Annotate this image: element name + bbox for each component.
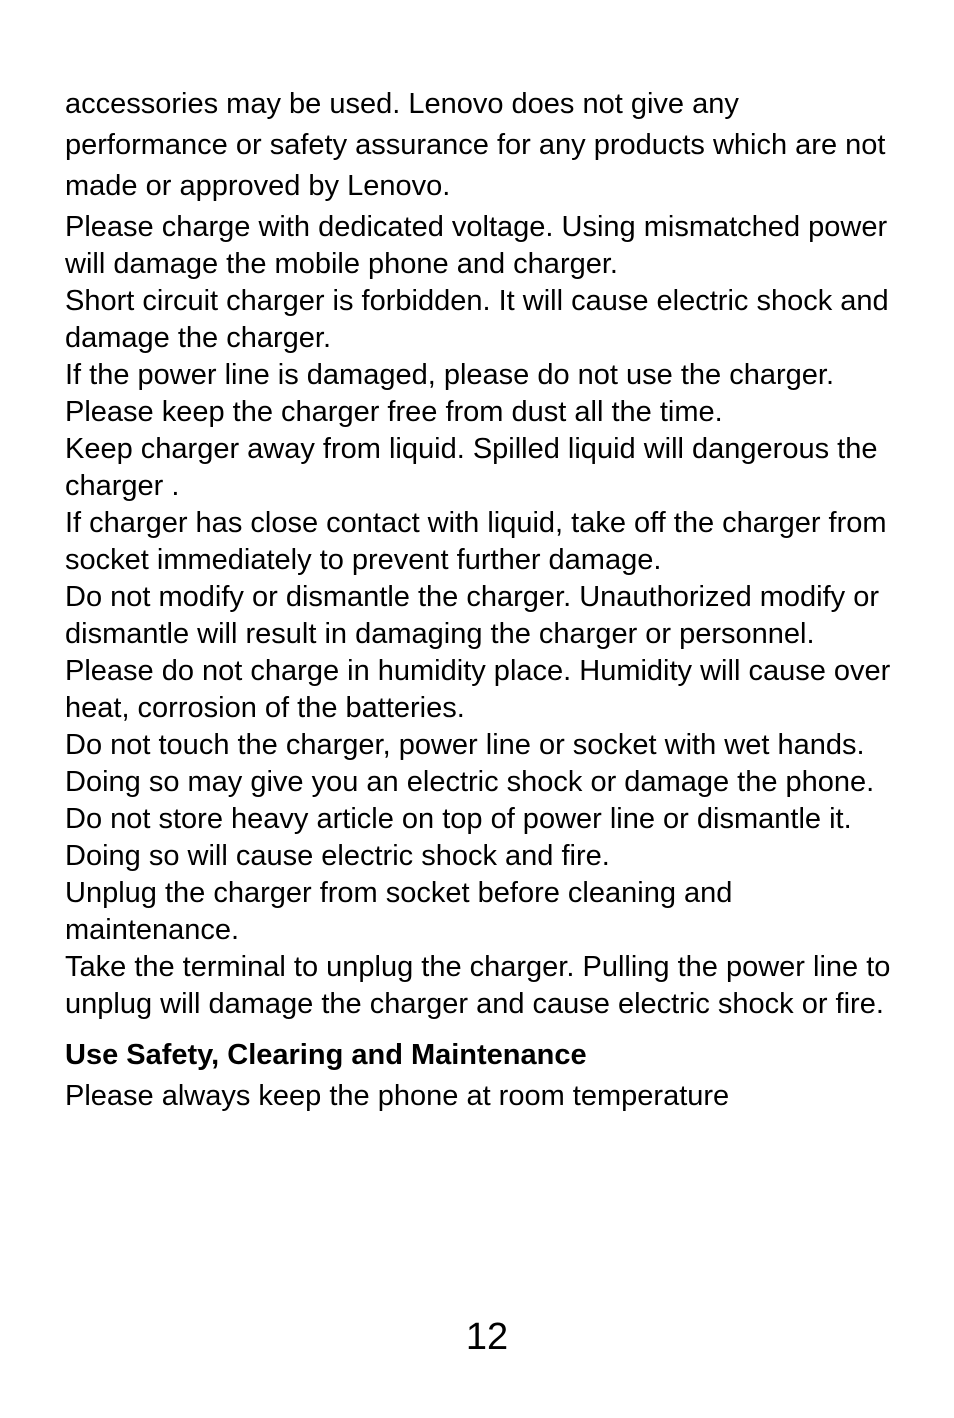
rule-paragraph: Please charge with dedicated voltage. Using mismatched power will damage the mobile phone and charger.: [65, 211, 888, 280]
rule-paragraph: Please do not charge in humidity place. Humidity will cause over heat, corrosion of the batteries.: [65, 655, 891, 724]
section-body: Please always keep the phone at room temperature: [65, 1080, 730, 1112]
rule-paragraph: Take the terminal to unplug the charger. Pulling the power line to unplug will damage the charger and cause electric shock or fire.: [65, 951, 891, 1020]
rule-paragraph: Do not modify or dismantle the charger. Unauthorized modify or dismantle will result in damaging the charger or personnel.: [65, 581, 880, 650]
rule-paragraph: If the power line is damaged, please do not use the charger.: [65, 359, 834, 391]
rule-paragraph: Do not touch the charger, power line or socket with wet hands. Doing so may give you an electric shock or damage the phone.: [65, 729, 875, 798]
intro-paragraph: accessories may be used. Lenovo does not give any performance or safety assurance for any products which are not made or approved by Lenovo.: [65, 88, 886, 202]
intro-block: [65, 84, 905, 207]
rule-paragraph: Short circuit charger is forbidden. It will cause electric shock and damage the charger.: [65, 285, 889, 354]
rule-paragraph: Unplug the charger from socket before cleaning and maintenance.: [65, 877, 733, 946]
page-content: [65, 84, 905, 1117]
section-heading: Use Safety, Clearing and Maintenance: [65, 1039, 587, 1071]
charger-safety-rules: [65, 209, 905, 1023]
rule-paragraph: Keep charger away from liquid. Spilled liquid will dangerous the charger .: [65, 433, 878, 502]
page-number: 12: [465, 1316, 509, 1358]
rule-paragraph: Please keep the charger free from dust all the time.: [65, 396, 723, 428]
rule-paragraph: If charger has close contact with liquid, take off the charger from socket immediately to prevent further damage.: [65, 507, 887, 576]
rule-paragraph: Do not store heavy article on top of power line or dismantle it. Doing so will cause electric shock and fire.: [65, 803, 852, 872]
